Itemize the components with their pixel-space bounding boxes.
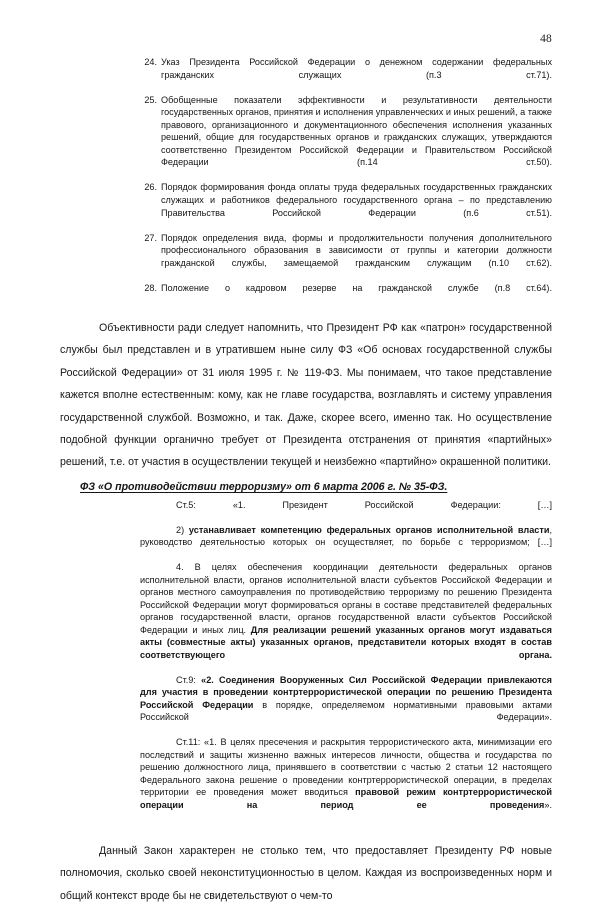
- statute-article-11: [140, 736, 552, 824]
- statute-article-5-intro: Ст.5: «1. Президент Российской Федерации: […]: [176, 499, 552, 510]
- statute-article-5-item-2: [140, 524, 552, 562]
- statute-article-rest: в порядке, определяемом нормативными правовыми актами Российской Федерации».: [140, 699, 552, 723]
- list-item: [60, 56, 552, 94]
- list-item-number: 24.: [144, 57, 157, 67]
- statute-item-plain: 4. В целях обеспечения координации деятельности федеральных органов исполнительной власти, органов исполнительной власти субъектов Российской Федерации и органов местного самоуправления по противодействию терроризму по решению Президента Российской Федерации могут формироваться органы в составе представителей федеральных органов государственной власти, органов государственной власти субъектов Российской Федерации и иных лиц.: [140, 562, 552, 635]
- statute-article-tail: ».: [544, 799, 552, 810]
- page-number: 48: [540, 33, 552, 45]
- list-item-text: Указ Президента Российской Федерации о денежном содержании федеральных гражданских служащих (п.3 ст.71).: [161, 57, 552, 80]
- statute-article-plain: «1. В целях пресечения и раскрытия террористического акта, минимизации его последствий и защиты жизненно важных интересов личности, общества и государства по решению должностного лица, принявшего в соответствии с частью 2 статьи 12 настоящего Федерального закона решение о проведении контртеррористической операции, в пределах территории ее проведения может вводиться: [140, 737, 552, 798]
- list-item: [60, 94, 552, 182]
- list-item-number: 27.: [144, 232, 157, 243]
- statute-article-label: Ст.9:: [176, 674, 202, 685]
- list-item-text: Обобщенные показатели эффективности и результативности деятельности государственных органов, принятия и исполнения управленческих и иных решений, а также правового, организационного и документационного обеспечения исполнения указанных решений, общие для государственных органов и гражданских служащих, утверждаются соответственно Президентом Российской Федерации и Правительством Российской Федерации (п.14 ст.50).: [161, 94, 552, 168]
- paragraph-objectivity: Объективности ради следует напомнить, что Президент РФ как «патрон» государственной службы был представлен и в утратившем ныне силу ФЗ «Об основах государственной службы Российской Федерации» от 31 июля 1995 г. № 119-ФЗ. Мы понимаем, что такое представление кажется вполне естественным: кому, как не главе государства, возглавлять и систему управления государственной службой. Возможно, и так. Даже, скорее всего, именно так. Но осуществление подобной функции органично требует от Президента отстранения от принятия «партийных» решений, т.е. от участия в осуществлении текущей и неизбежно «партийно» окрашенной политики.: [60, 321, 552, 469]
- statute-emphasis: устанавливает компетенцию федеральных органов исполнительной власти: [188, 524, 550, 535]
- statute-article-9: [140, 674, 552, 737]
- list-item: [60, 181, 552, 231]
- numbered-list: [60, 56, 552, 307]
- statute-emphasis: Для реализации решений указанных органов могут издаваться акты (совместные акты) указанных органов, представители которых входят в состав соответствующего органа: [140, 624, 552, 660]
- list-item: [60, 232, 552, 282]
- statute-emphasis-tail: .: [549, 649, 552, 660]
- statute-item-rest: , руководство деятельностью которых он осуществляет, по борьбе с терроризмом; […]: [140, 524, 552, 548]
- statute-quote-block: [60, 499, 552, 824]
- paragraph-closing: Данный Закон характерен не столько тем, что предоставляет Президенту РФ новые полномочия, сколько своей неконституционностью в целом. Каждая из воспроизведенных норм и общий контекст вроде бы не свидетельствуют о чем-то: [60, 844, 552, 902]
- list-item-number: 28.: [144, 282, 157, 293]
- list-item: [60, 282, 552, 307]
- statute-article-label: Ст.11:: [176, 737, 205, 748]
- statute-article-5-item-4: [140, 561, 552, 674]
- list-item-text: Положение о кадровом резерве на гражданской службе (п.8 ст.64).: [161, 282, 552, 293]
- statute-item-number: 2): [176, 524, 185, 535]
- statute-emphasis: правовой режим контртеррористической операции на период ее проведения: [140, 787, 552, 810]
- statute-emphasis: «2. Соединения Вооруженных Сил Российской Федерации привлекаются для участия в проведении контртеррористической операции по решению Президента Российской Федерации: [140, 674, 552, 710]
- list-item-text: Порядок формирования фонда оплаты труда федеральных государственных гражданских служащих и работников федерального государственного органа – по представлению Правительства Российской Федерации (п.6 ст.51).: [161, 182, 552, 218]
- list-item-number: 26.: [144, 182, 157, 193]
- list-item-text: Порядок определения вида, формы и продолжительности получения дополнительного профессионального образования в зависимости от группы и категории должности гражданской службы, замещаемой гражданским служащим (п.10 ст.62).: [161, 232, 552, 268]
- law-reference-heading: ФЗ «О противодействии терроризму» от 6 марта 2006 г. № 35-ФЗ.: [80, 480, 448, 493]
- list-item-number: 25.: [144, 94, 157, 105]
